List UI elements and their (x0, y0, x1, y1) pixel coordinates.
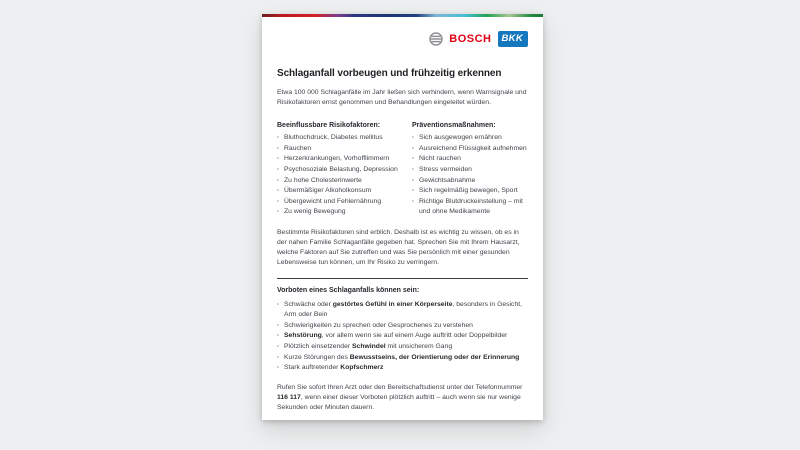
warning-signs-list (277, 300, 528, 374)
list-item: · Stark auftretender Kopfschmerz (277, 363, 528, 374)
list-item: · Nicht rauchen (412, 154, 528, 165)
list-item: · Schwäche oder gestörtes Gefühl in einer Körperseite, besonders in Gesicht, Arm oder Bein (277, 300, 528, 321)
prevention-section (412, 121, 528, 218)
document-content (262, 30, 543, 413)
list-item: · Schwierigkeiten zu sprechen oder Gesprochenes zu verstehen (277, 321, 528, 332)
list-item: · Zu hohe Cholesterinwerte (277, 176, 412, 187)
list-item: · Herzerkrankungen, Vorhofflimmern (277, 154, 412, 165)
two-column-lists (277, 121, 528, 218)
bosch-logo: BOSCH (449, 32, 492, 45)
risk-factors-heading: Beeinflussbare Risikofaktoren: (277, 121, 381, 129)
risk-factors-list (277, 133, 412, 217)
list-item: · Psychosoziale Belastung, Depression (277, 165, 412, 176)
prevention-heading: Präventionsmaßnahmen: (412, 121, 496, 129)
list-item: · Ausreichend Flüssigkeit aufnehmen (412, 144, 528, 155)
list-item: · Rauchen (277, 144, 412, 155)
bosch-anchor-icon (429, 32, 443, 46)
bosch-supergraphic-stripe (262, 14, 543, 17)
list-item: · Bluthochdruck, Diabetes mellitus (277, 133, 412, 144)
list-item: · Übermäßiger Alkoholkonsum (277, 186, 412, 197)
hereditary-paragraph: Bestimmte Risikofaktoren sind erblich. Deshalb ist es wichtig zu wissen, ob es in der nahen Familie Schlaganfälle gegeben hat. Sprechen Sie mit Ihrem Hausarzt, welche Faktoren auf Sie zutreffen und was Sie persönlich mit einer gesunden Lebensweise tun können, um Ihr Risiko zu verringern. (277, 228, 520, 267)
risk-factors-section (277, 121, 412, 218)
section-divider (277, 278, 528, 279)
document-page (262, 14, 543, 420)
list-item: · Zu wenig Bewegung (277, 207, 412, 218)
bkk-logo: BKK (498, 31, 528, 47)
list-item: · Sehstörung, vor allem wenn sie auf einem Auge auftritt oder Doppelbilder (277, 331, 528, 342)
intro-paragraph: Etwa 100 000 Schlaganfälle im Jahr ließen sich verhindern, wenn Warnsignale und Risikofaktoren ernst genommen und Behandlungen eingeleitet würden. (277, 88, 527, 106)
list-item: · Sich regelmäßig bewegen, Sport (412, 186, 528, 197)
list-item: · Gewichtsabnahme (412, 176, 528, 187)
prevention-list (412, 133, 528, 217)
list-item: · Stress vermeiden (412, 165, 528, 176)
emergency-paragraph: Rufen Sie sofort Ihren Arzt oder den Bereitschaftsdienst unter der Telefonnummer 116 117, wenn einer dieser Vorboten plötzlich auftritt – auch wenn sie nur wenige Sekunden oder Minuten dauern. (277, 383, 523, 411)
warning-signs-heading: Vorboten eines Schlaganfalls können sein: (277, 287, 420, 295)
list-item: · Übergewicht und Fehlernährung (277, 197, 412, 208)
list-item: · Plötzlich einsetzender Schwindel mit unsicherem Gang (277, 342, 528, 353)
list-item: · Kurze Störungen des Bewusstseins, der Orientierung oder der Erinnerung (277, 353, 528, 364)
page-title: Schlaganfall vorbeugen und frühzeitig erkennen (277, 68, 502, 79)
list-item: · Sich ausgewogen ernähren (412, 133, 528, 144)
brand-header (277, 30, 528, 47)
list-item: · Richtige Blutdruckeinstellung – mit und ohne Medikamente (412, 197, 528, 218)
